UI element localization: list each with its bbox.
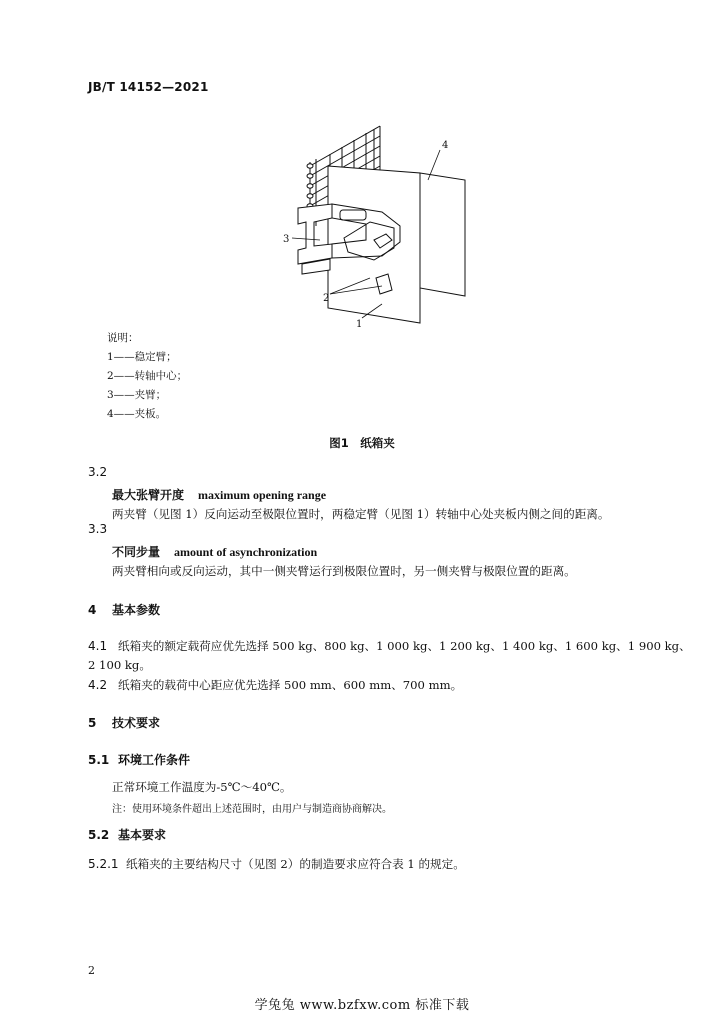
section-heading-5 xyxy=(88,714,160,731)
section-number: 4 xyxy=(88,603,97,617)
term-3-3 xyxy=(112,543,317,560)
legend-item-4: 4——夹板。 xyxy=(107,408,167,420)
clause-number: 5.2.1 xyxy=(88,857,119,871)
callout-2: 2 xyxy=(323,293,330,304)
section-heading-5-1 xyxy=(88,751,190,768)
section-title: 基本要求 xyxy=(118,828,167,842)
clause-5-2-1 xyxy=(88,856,465,872)
standard-number: JB/T 14152—2021 xyxy=(88,80,209,94)
clause-number-3-2: 3.2 xyxy=(88,465,108,479)
callout-1: 1 xyxy=(356,319,363,330)
legend-item-3: 3——夹臂； xyxy=(107,389,167,401)
term-en: maximum opening range xyxy=(198,488,327,502)
clause-4-2 xyxy=(88,677,462,693)
note-5-1: 注：使用环境条件超出上述范围时，由用户与制造商协商解决。 xyxy=(112,804,392,815)
section-heading-4 xyxy=(88,601,160,618)
definition-3-3: 两夹臂相向或反向运动，其中一侧夹臂运行到极限位置时，另一侧夹臂与极限位置的距离。 xyxy=(112,564,576,578)
clause-number-3-3: 3.3 xyxy=(88,522,108,536)
section-title: 环境工作条件 xyxy=(118,753,191,767)
clause-number: 4.2 xyxy=(88,678,108,692)
section-heading-5-2 xyxy=(88,826,166,843)
legend-title: 说明： xyxy=(107,332,139,344)
clause-number: 4.1 xyxy=(88,639,108,653)
page-number: 2 xyxy=(88,964,95,977)
term-cn: 最大张臂开度 xyxy=(112,488,185,502)
legend-item-1: 1——稳定臂； xyxy=(107,351,177,363)
clause-5-1-text: 正常环境工作温度为-5℃～40℃。 xyxy=(112,780,292,794)
figure-caption: 图1 纸箱夹 xyxy=(329,436,395,450)
clause-text: 纸箱夹的载荷中心距应优先选择 500 mm、600 mm、700 mm。 xyxy=(118,678,463,692)
clause-4-1-continued: 2 100 kg。 xyxy=(88,658,151,672)
watermark-footer: 学兔兔 www.bzfxw.com 标准下载 xyxy=(254,998,470,1013)
legend-item-2: 2——转轴中心； xyxy=(107,370,188,382)
term-cn: 不同步量 xyxy=(112,545,161,559)
callout-4: 4 xyxy=(442,140,449,151)
clause-text: 纸箱夹的主要结构尺寸（见图 2）的制造要求应符合表 1 的规定。 xyxy=(126,857,465,871)
section-number: 5 xyxy=(88,716,97,730)
section-number: 5.1 xyxy=(88,753,110,767)
section-title: 基本参数 xyxy=(112,603,161,617)
term-en: amount of asynchronization xyxy=(174,545,318,559)
clause-text: 纸箱夹的额定载荷应优先选择 500 kg、800 kg、1 000 kg、1 200 kg、1 400 kg、1 600 kg、1 900 kg、 xyxy=(118,639,691,653)
section-number: 5.2 xyxy=(88,828,110,842)
definition-3-2: 两夹臂（见图 1）反向运动至极限位置时，两稳定臂（见图 1）转轴中心处夹板内侧之间的距离。 xyxy=(112,507,610,521)
term-3-2 xyxy=(112,486,326,503)
carton-clamp-figure xyxy=(270,118,500,333)
callout-3: 3 xyxy=(283,234,290,245)
section-title: 技术要求 xyxy=(112,716,161,730)
clause-4-1 xyxy=(88,638,691,654)
